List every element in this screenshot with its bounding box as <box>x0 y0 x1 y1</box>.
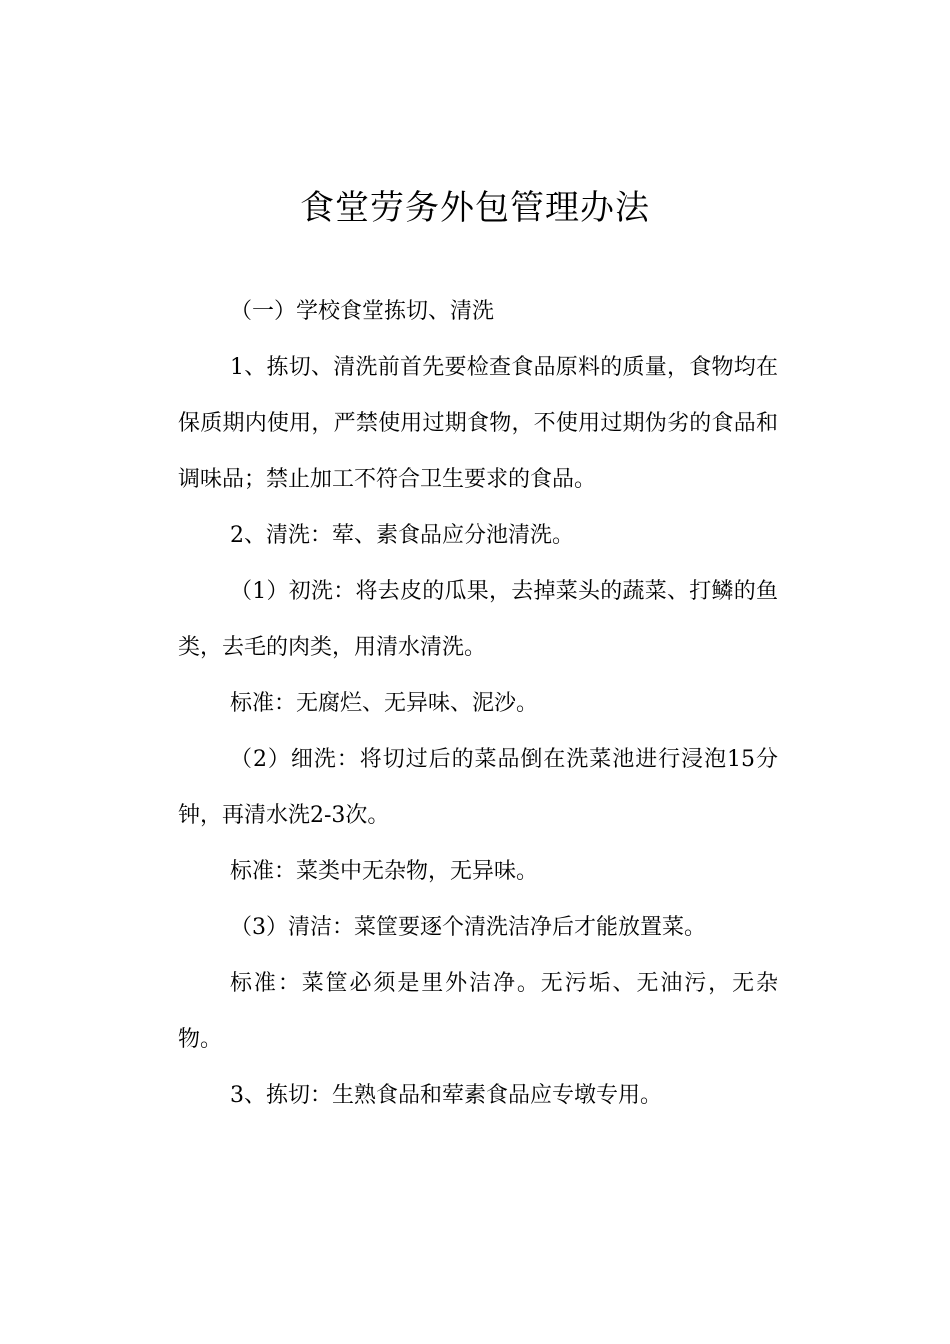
document-title: 食堂劳务外包管理办法 <box>300 188 650 228</box>
paragraph: 2、清洗：荤、素食品应分池清洗。 <box>230 523 574 548</box>
section-heading: （一）学校食堂拣切、清洗 <box>230 299 495 324</box>
paragraph: 1、拣切、清洗前首先要检查食品原料的质量，食物均在保质期内使用，严禁使用过期食物，不使用过期伪劣的食品和调味品；禁止加工不符合卫生要求的食品。 <box>178 355 778 492</box>
paragraph: 3、拣切：生熟食品和荤素食品应专墩专用。 <box>230 1083 662 1108</box>
standard-paragraph: 标准：菜类中无杂物，无异味。 <box>230 859 539 884</box>
standard-paragraph: 标准：无腐烂、无异味、泥沙。 <box>230 691 539 716</box>
document-body <box>178 284 778 1124</box>
paragraph: （2）细洗：将切过后的菜品倒在洗菜池进行浸泡15分钟，再清水洗2-3次。 <box>178 747 778 828</box>
standard-paragraph: 标准：菜筐必须是里外洁净。无污垢、无油污，无杂物。 <box>178 971 778 1052</box>
paragraph: （3）清洁：菜筐要逐个清洗洁净后才能放置菜。 <box>230 915 706 940</box>
paragraph: （1）初洗：将去皮的瓜果，去掉菜头的蔬菜、打鳞的鱼类，去毛的肉类，用清水清洗。 <box>178 579 778 660</box>
